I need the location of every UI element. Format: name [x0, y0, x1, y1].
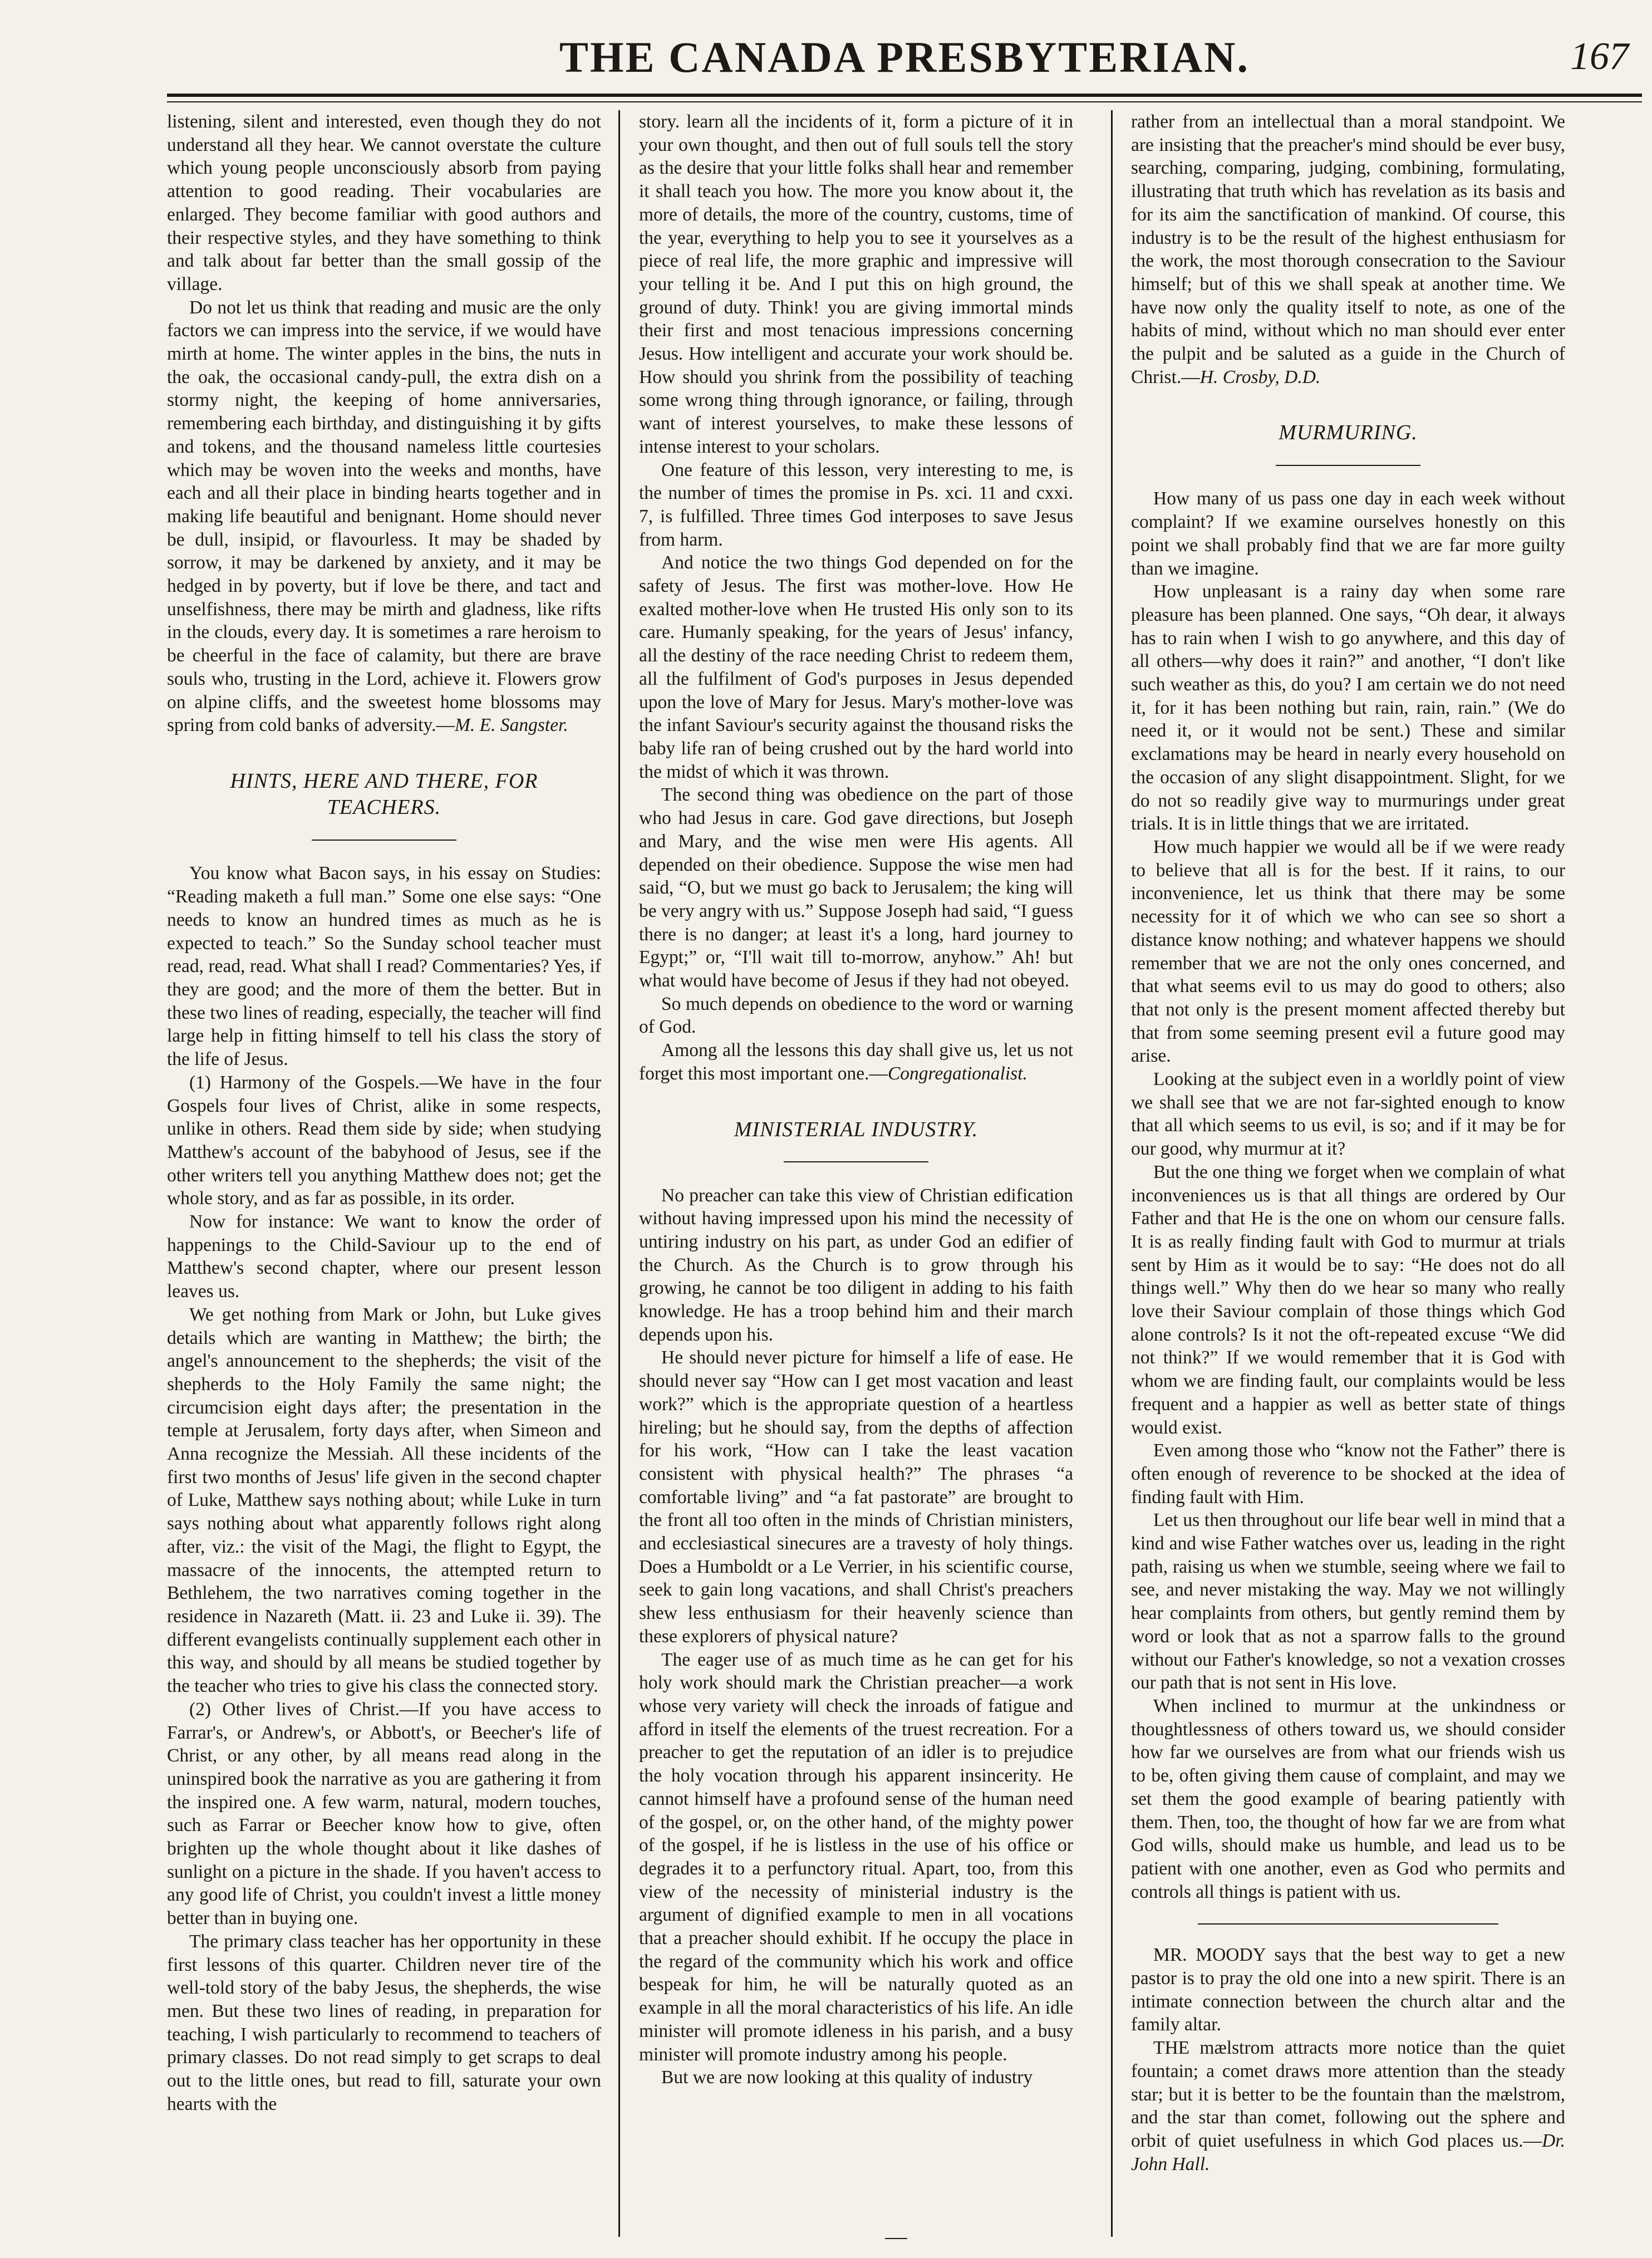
article-paragraph: So much depends on obedience to the word or warning of God. [639, 993, 1073, 1038]
section-heading: HINTS, HERE AND THERE, FOR TEACHERS. [189, 768, 579, 848]
article-paragraph: No preacher can take this view of Christian edification without having impressed upon his mind the necessity of untiring industry on his part, as under God an edifier of the Church. As the Church is to grow through his growing, he cannot be too diligent in adding to his faith knowledge. He has a troop behind him and their march depends upon his. [639, 1185, 1073, 1345]
article-paragraph: story. learn all the incidents of it, form a picture of it in your own thought, and then out of full souls tell the story as the desire that your little folks shall hear and remember it shall teach you how. The more you know about it, the more of details, the more of the country, customs, time of the year, everything to help you to see it yourselves as a piece of real life, the more graphic and impressive will your telling it be. And I put this on high ground, the ground of duty. Think! you are giving immortal minds their first and most tenacious impressions concerning Jesus. How intelligent and accurate your work should be. How should you shrink from the possibility of teaching some wrong thing through ignorance, or failing, through want of interest yourselves, to make these lessons of intense interest to your scholars. [639, 111, 1073, 457]
article-paragraph: The primary class teacher has her opportunity in these first lessons of this quarter. Children never tire of the well-told story of the baby Jesus, the shepherds, the wise men. But these two lines of reading, in preparation for teaching, I wish particularly to recommend to teachers of primary classes. Do not read simply to get scraps to deal out to the little ones, but read to fill, saturate your own hearts with the [167, 1931, 601, 2114]
article-paragraph: But the one thing we forget when we complain of what inconveniences us is that all things are ordered by Our Father and that He is the one on whom our censure falls. It is as really finding fault with God to murmur at trials sent by Him as it would be to say: “He does not do all things well.” Why then do we hear so many who really love their Saviour complain of those things which God alone controls? Is it not the oft-repeated excuse “We did not think?” If we would remember that it is God with whom we are finding fault, our complaints would be less frequent and a happier as well as better state of things would exist. [1131, 1161, 1565, 1438]
masthead-rule-thin [167, 101, 1642, 102]
article-paragraph: But we are now looking at this quality of industry [661, 2067, 1033, 2088]
article-paragraph: (2) Other lives of Christ.—If you have access to Farrar's, or Andrew's, or Abbott's, or Beecher's life of Christ, or any other, by all means read along in the uninspired book the narrative as you are gathering it from the inspired one. A few warm, natural, modern touches, such as Farrar or Beecher know how to give, often brighten up the whole thought about it like dashes of sunlight on a picture in the shade. If you haven't access to any good life of Christ, you couldn't invest a little money better than in buying one. [167, 1699, 601, 1929]
column-3 [1131, 110, 1565, 2176]
masthead [167, 22, 1642, 88]
article-paragraph: How many of us pass one day in each week without complaint? If we examine ourselves honestly on this point we shall probably find that we are far more guilty than we imagine. [1131, 488, 1565, 579]
article-paragraph: The eager use of as much time as he can get for his holy work should mark the Christian preacher—a work whose very variety will check the inroads of fatigue and afford in itself the elements of the truest recreation. For a preacher to get the reputation of an idler is to prejudice the holy vocation through his apparent insincerity. He cannot himself have a profound sense of the human need of the gospel, or, on the other hand, of the mighty power of the gospel, if he is listless in the use of his office or degrades it to a perfunctory ritual. Apart, too, from this view of the necessity of ministerial industry is the argument of dignified example to men in all vocations that a preacher should exhibit. If he occupy the place in the regard of the community which his work and office bespeak for him, he will be naturally quoted as an example in all the moral characteristics of his life. An idle minister will promote idleness in his parish, and a busy minister will promote industry among his people. [639, 1649, 1073, 2065]
article-paragraph: He should never picture for himself a life of ease. He should never say “How can I get most vacation and least work?” which is the appropriate question of a heartless hireling; but he should say, from the depths of affection for his work, “How can I take the least vacation consistent with physical health?” The phrases “a comfortable living” and “a fat pastorate” are brought to the front all too often in the minds of Christian ministers, and ecclesiastical sinecures are a travesty of holy things. Does a Humboldt or a Le Verrier, in his scientific course, seek to gain long vacations, and shall Christ's preachers shew less enthusiasm for their heavenly science than these explorers of physical nature? [639, 1347, 1073, 1647]
article-paragraph: Let us then throughout our life bear well in mind that a kind and wise Father watches over us, leading in the right path, raising us when we stumble, seeing where we fail to see, and never mistaking the way. May we not willingly hear complaints from others, but gently remind them by word or look that as not a sparrow falls to the ground without our Father's knowledge, so not a vexation crosses our path that is not sent in His love. [1131, 1510, 1565, 1694]
article-paragraph: rather from an intellectual than a moral standpoint. We are insisting that the preacher's mind should be ever busy, searching, comparing, judging, combining, formulating, illustrating that truth which has revelation as its basis and for its aim the sanctification of mankind. Of course, this industry is to be the result of the highest enthusiasm for the work, the most thorough consecration to the Saviour himself; but of this we shall speak at another time. We have now only the quality itself to note, as one of the habits of mind, without which no man should ever enter the pulpit and be saluted as a guide in the Church of Christ.—H. Crosby, D.D. [1131, 111, 1565, 387]
masthead-rule-thick [167, 94, 1642, 97]
publication-title: THE CANADA PRESBYTERIAN. [559, 33, 1250, 81]
article-paragraph: (1) Harmony of the Gospels.—We have in the four Gospels four lives of Christ, alike in some respects, unlike in others. Read them side by side; when studying Matthew's account of the babyhood of Jesus, see if the other writers tell you anything Matthew does not; get the whole story, and as far as possible, in its order. [167, 1072, 601, 1209]
article-paragraph: The second thing was obedience on the part of those who had Jesus in care. God gave directions, but Joseph and Mary, and the wise men were His agents. All depended on their obedience. Suppose the wise men had said, “O, but we must go back to Jerusalem; the king will be very angry with us.” Suppose Joseph had said, “I guess there is no danger; at least it's a long, hard journey to Egypt;” or, “I'll wait till to-morrow, anyhow.” Ah! but what would have become of Jesus if they had not obeyed. [639, 784, 1073, 991]
article-signature: Congregationalist. [887, 1063, 1027, 1084]
article-paragraph: Now for instance: We want to know the order of happenings to the Child-Saviour up to the end of Matthew's second chapter, where our present lesson leaves us. [167, 1211, 601, 1302]
article-paragraph: MR. MOODY says that the best way to get a new pastor is to pray the old one into a new spirit. There is an intimate connection between the church altar and the family altar. [1131, 1945, 1565, 2035]
column-1 [167, 110, 601, 2115]
column-2 [639, 110, 1073, 2089]
article-paragraph: Do not let us think that reading and music are the only factors we can impress into the service, if we would have mirth at home. The winter apples in the bins, the nuts in the oak, the occasional candy-pull, the extra dish on a stormy night, the keeping of home anniversaries, remembering each birthday, and distinguishing it by gifts and tokens, and the thousand nameless little courtesies which may be woven into the weeks and months, have each and all their place in binding hearts together and in making life beautiful and benignant. Home should never be dull, insipid, or flavourless. It may be shaded by sorrow, it may be darkened by anxiety, and it may be hedged in by poverty, but if love be there, and tact and unselfishness, there may be mirth and gladness, like rifts in the clouds, every day. It is sometimes a rare heroism to be cheerful in the face of calamity, but there are brave souls who, trusting in the Lord, achieve it. Flowers grow on alpine cliffs, and the sweetest home blossoms may spring from cold banks of adversity.—M. E. Sangster. [167, 297, 601, 736]
article-paragraph: Looking at the subject even in a worldly point of view we shall see that we are not far-sighted enough to know that all which seems to us evil, is so; and if it may be for our good, why murmur at it? [1131, 1069, 1565, 1160]
article-paragraph: Even among those who “know not the Father” there is often enough of reverence to be shocked at the idea of finding fault with Him. [1131, 1440, 1565, 1508]
article-paragraph: One feature of this lesson, very interesting to me, is the number of times the promise in Ps. xci. 11 and cxxi. 7, is fulfilled. Three times God interposes to save Jesus from harm. [639, 459, 1073, 550]
column-divider [618, 110, 620, 2237]
article-paragraph: We get nothing from Mark or John, but Luke gives details which are wanting in Matthew; the birth; the angel's announcement to the shepherds; the visit of the shepherds to the Holy Family the same night; the circumcision eight days after; the presentation in the temple at Jerusalem, forty days after, when Simeon and Anna recognize the Messiah. All these incidents of the first two months of Jesus' life given in the second chapter of Luke, Matthew says nothing about; while Luke in turn says nothing about what apparently follows right along after, viz.: the visit of the Magi, the flight to Egypt, the massacre of the innocents, the attempted return to Bethlehem, the two narratives coming together in the residence in Nazareth (Matt. ii. 23 and Luke ii. 39). The different evangelists continually supplement each other in this way, and should by all means be studied together by the teacher who tries to give his class the connected story. [167, 1304, 601, 1697]
page-number: 167 [1570, 35, 1629, 78]
section-heading: MINISTERIAL INDUSTRY. [661, 1117, 1051, 1170]
article-paragraph: And notice the two things God depended on for the safety of Jesus. The first was mother-love. How He exalted mother-love when He trusted His only son to its care. Humanly speaking, for the years of Jesus' infancy, all the destiny of the race needing Christ to redeem them, all the fulfilment of God's purposes in Jesus depended upon the love of Mary for Jesus. Mary's mother-love was the infant Saviour's security against the thousand risks the baby life ran of being crushed out by the hard world into the midst of which it was thrown. [639, 552, 1073, 782]
article-paragraph: THE mælstrom attracts more notice than the quiet fountain; a comet draws more attention than the steady star; but it is better to be the fountain than the mælstrom, and the star than comet, following out the sphere and orbit of quiet usefulness in which God places us.—Dr. John Hall. [1131, 2038, 1565, 2174]
article-paragraph: How much happier we would all be if we were ready to believe that all is for the best. If it rains, to our inconvenience, let us think that there may be some necessity for it of which we who can see so short a distance know nothing; and whatever happens we should remember that we are not the only ones concerned, and that what seems evil to us may do good to others; also that not only is the present moment affected thereby but that from some seeming present evil a future good may arise. [1131, 836, 1565, 1067]
page-footer-mark [885, 2238, 907, 2239]
article-signature: M. E. Sangster. [454, 715, 568, 736]
article-paragraph: You know what Bacon says, in his essay on Studies: “Reading maketh a full man.” Some one else says: “One needs to know an hundred times as much as he is expected to teach.” So the Sunday school teacher must read, read, read. What shall I read? Commentaries? Yes, if they are good; and the more of them the better. But in these two lines of reading, especially, the teacher will find large help in fitting himself to tell his class the story of the life of Jesus. [167, 863, 601, 1070]
article-signature: H. Crosby, D.D. [1199, 366, 1321, 387]
article-paragraph: How unpleasant is a rainy day when some rare pleasure has been planned. One says, “Oh dear, it always has to rain when I wish to go anywhere, and this day of all others—why does it rain?” and another, “I don't like such weather as this, do you? I am certain we do not need it, for it has been nothing but rain, rain, rain.” (We do need it, or it would not be sent.) These and similar exclamations may be heard in nearly every household on the occasion of any slight disappointment. Slight, for we do not so readily give way to murmurings under great trials. It is in little things that we are irritated. [1131, 581, 1565, 835]
article-paragraph: When inclined to murmur at the unkindness or thoughtlessness of others toward us, we should consider how far we ourselves are from what our friends wish us to be, often giving them cause of complaint, and may we set them the good example of bearing patiently with them. Then, too, the thought of how far we are from what God wills, should make us humble, and lead us to be patient with one another, even as God who permits and controls all things is patient with us. [1131, 1696, 1565, 1902]
article-signature: Dr. John Hall. [1131, 2130, 1565, 2174]
section-heading: MURMURING. [1153, 420, 1543, 473]
section-separator [1198, 1923, 1498, 1925]
column-divider [1111, 110, 1113, 2237]
article-paragraph: Among all the lessons this day shall give us, let us not forget this most important one.—Congregationalist. [639, 1040, 1073, 1084]
article-paragraph: listening, silent and interested, even though they do not understand all they hear. We cannot overstate the culture which young people unconsciously absorb from paying attention to good reading. Their vocabularies are enlarged. They become familiar with good authors and their respective styles, and they have something to think and talk about far better than the small gossip of the village. [167, 111, 601, 294]
